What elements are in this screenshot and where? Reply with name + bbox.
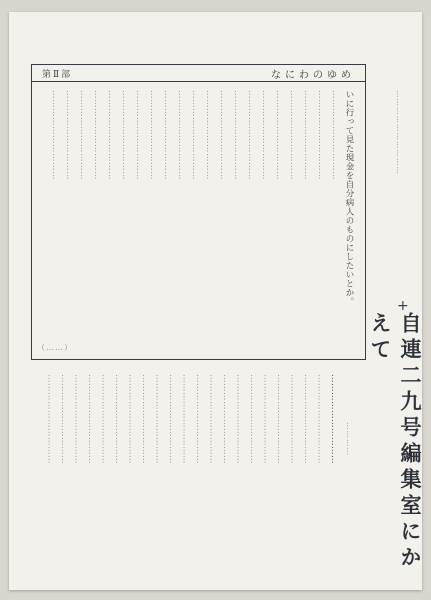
text-column: ………………………… xyxy=(126,374,137,464)
text-column: ………………………… xyxy=(274,90,284,180)
text-column: ………………………… xyxy=(329,374,339,464)
header-title: なにわのゆめ xyxy=(271,69,355,81)
text-column: ………………………… xyxy=(134,90,144,180)
text-column: ………………………… xyxy=(45,374,56,464)
closing-note: （……） xyxy=(37,343,73,352)
registration-mark: + xyxy=(397,298,409,314)
text-column: ………………………… xyxy=(167,374,177,464)
text-column: ………………………… xyxy=(99,374,110,464)
text-column: ………………………… xyxy=(106,90,116,180)
text-column: ………………………… xyxy=(315,374,326,464)
text-column: ………………………… xyxy=(260,90,270,180)
text-column: ………………………… xyxy=(148,90,158,180)
side-note: ………………………… xyxy=(395,90,404,175)
article-byline: ………… xyxy=(345,422,354,456)
text-column: ………………………… xyxy=(140,374,150,464)
text-column: いに行って見た現金を自分病人のものにしたいとか。 xyxy=(344,90,354,306)
page-header-band xyxy=(31,64,366,82)
text-column: ………………………… xyxy=(316,90,326,180)
text-column: ………………………… xyxy=(176,90,186,180)
text-column: ………………………… xyxy=(302,374,312,464)
text-column: ………………………… xyxy=(78,90,88,180)
text-column: ………………………… xyxy=(288,90,298,180)
text-column: ………………………… xyxy=(72,374,83,464)
text-column: ………………………… xyxy=(59,374,69,464)
text-column: ………………………… xyxy=(162,90,172,180)
issue-label: 第Ⅱ部 xyxy=(42,69,73,80)
text-column: ………………………… xyxy=(153,374,164,464)
text-column: ………………………… xyxy=(180,374,191,464)
text-column: ………………………… xyxy=(234,374,245,464)
text-column: ………………………… xyxy=(302,90,312,180)
text-column: ………………………… xyxy=(86,374,96,464)
text-column: ………………………… xyxy=(190,90,200,180)
text-column: ………………………… xyxy=(64,90,74,180)
newsletter-page xyxy=(9,12,422,590)
text-column: ………………………… xyxy=(221,374,231,464)
text-column: ………………………… xyxy=(288,374,299,464)
text-column: ………………………… xyxy=(194,374,204,464)
text-column: ………………………… xyxy=(275,374,285,464)
text-column: ………………………… xyxy=(261,374,272,464)
text-column: ………………………… xyxy=(120,90,130,180)
text-column: ………………………… xyxy=(207,374,218,464)
text-column: ………………………… xyxy=(248,374,258,464)
text-column: ………………………… xyxy=(50,90,60,180)
text-column: ………………………… xyxy=(246,90,256,180)
text-column: ………………………… xyxy=(232,90,242,180)
text-column: ………………………… xyxy=(330,90,340,180)
article-headline: 自連二九号編集室にかえて xyxy=(368,312,423,572)
text-column: ………………………… xyxy=(113,374,123,464)
text-column: ………………………… xyxy=(204,90,214,180)
text-column: ………………………… xyxy=(218,90,228,180)
text-column: ………………………… xyxy=(92,90,102,180)
